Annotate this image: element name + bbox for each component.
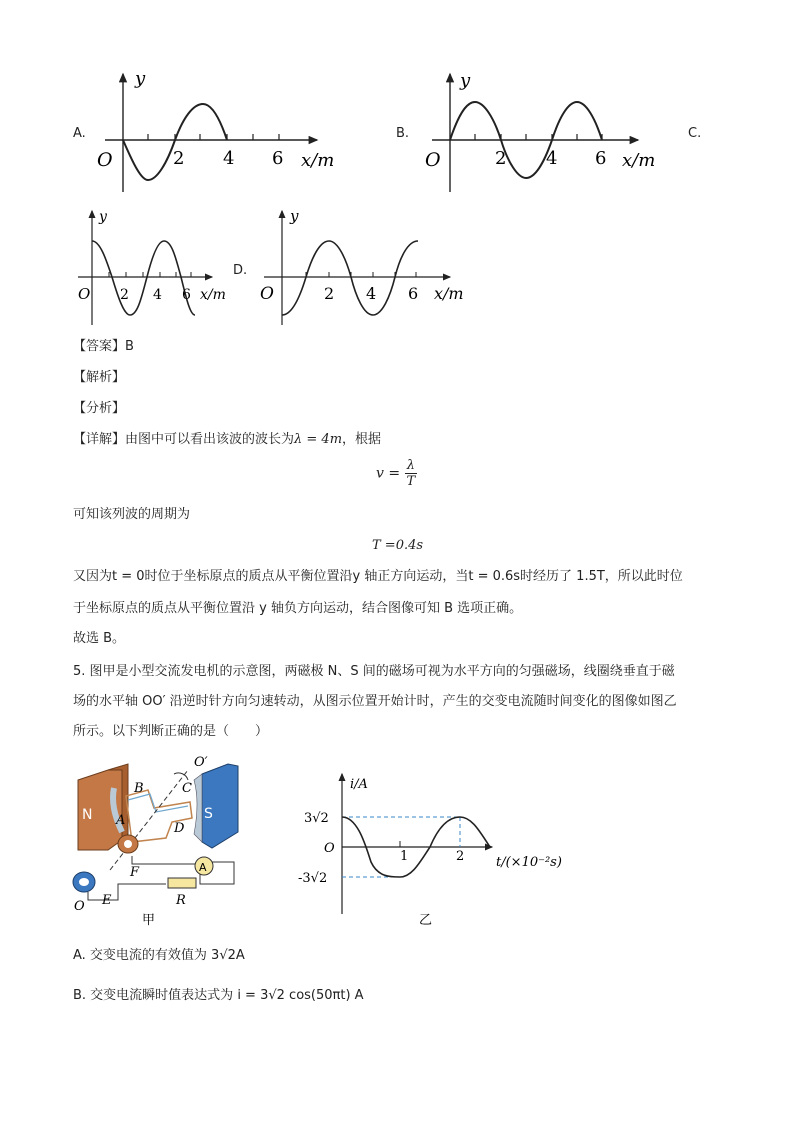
wave-graph-c <box>72 205 232 329</box>
graph-d-tick-2: 2 <box>324 284 335 303</box>
formula-v: v = <box>376 465 401 482</box>
label-a: A <box>116 813 126 828</box>
graph-d-x-label: x/m <box>434 284 464 303</box>
label-c: C <box>182 781 192 796</box>
choice-a: A. 交变电流的有效值为 3√2A <box>73 948 245 963</box>
graph-d-origin: O <box>260 284 274 304</box>
current-graph <box>296 766 586 936</box>
graph-a-x-label: x/m <box>301 150 335 171</box>
current-tick-1: 1 <box>400 849 409 864</box>
formula-fraction <box>405 458 418 489</box>
analysis-tag: 【解析】 <box>73 370 126 385</box>
figure-jia-caption: 甲 <box>142 913 156 928</box>
graph-b-origin: O <box>425 149 441 171</box>
graph-b-tick-4: 4 <box>546 148 558 169</box>
generator-figure <box>70 752 250 932</box>
current-x-label: t/(×10⁻²s) <box>496 855 562 870</box>
lambda-expression: λ = 4m <box>294 432 343 447</box>
answer-tag: 【答案】 <box>73 339 126 354</box>
wave-graph-a <box>95 68 345 196</box>
label-f: F <box>130 865 140 880</box>
fenxi-tag: 【分析】 <box>73 401 126 416</box>
velocity-formula <box>376 458 417 489</box>
option-d-letter: D. <box>233 263 248 278</box>
graph-c-origin: O <box>78 285 91 303</box>
answer-value: B <box>125 339 134 354</box>
current-origin: O <box>324 841 335 856</box>
period-formula: T =0.4s <box>372 538 424 553</box>
q5-line-2: 场的水平轴 OO′ 沿逆时针方向匀速转动，从图示位置开始计时，产生的交变电流随时间变化的图像如图乙 <box>73 694 677 709</box>
graph-d-tick-4: 4 <box>366 284 377 303</box>
current-neg-label: -3√2 <box>298 871 328 886</box>
figure-yi-caption: 乙 <box>419 913 433 928</box>
choice-b: B. 交变电流瞬时值表达式为 i = 3√2 cos(50πt) A <box>73 988 364 1003</box>
label-r: R <box>176 893 186 908</box>
detail-tag: 【详解】 <box>73 432 126 447</box>
period-line: 可知该列波的周期为 <box>73 507 191 522</box>
label-o: O <box>74 899 85 914</box>
graph-a-tick-4: 4 <box>223 148 235 169</box>
wave-graph-d <box>258 205 478 329</box>
n-pole-label: N <box>82 807 93 823</box>
label-e: E <box>102 893 112 908</box>
label-o-prime: O′ <box>194 755 208 770</box>
graph-b-tick-2: 2 <box>495 148 507 169</box>
s-pole-label: S <box>204 806 213 822</box>
graph-b-y-label: y <box>460 70 471 91</box>
formula-numerator: λ <box>405 458 418 474</box>
wave-graph-b <box>422 68 672 196</box>
graph-b-tick-6: 6 <box>595 148 607 169</box>
formula-denominator: T <box>406 474 416 489</box>
graph-c-tick-6: 6 <box>182 287 191 303</box>
current-y-label: i/A <box>350 777 368 792</box>
option-c-letter: C. <box>688 126 702 141</box>
graph-a-y-label: y <box>135 68 146 89</box>
current-pos-label: 3√2 <box>304 811 329 826</box>
graph-a-tick-2: 2 <box>173 148 185 169</box>
option-b-letter: B. <box>396 126 410 141</box>
conclusion-line: 故选 B。 <box>73 631 126 646</box>
graph-c-y-label: y <box>99 209 107 225</box>
detail-tail: ，根据 <box>342 432 382 447</box>
ammeter-label: A <box>199 861 207 874</box>
explanation-line-1: 又因为t = 0时位于坐标原点的质点从平衡位置沿y 轴正方向运动，当t = 0.6s时经历了 1.5T，所以此时位 <box>73 569 683 584</box>
graph-d-y-label: y <box>290 207 299 225</box>
explanation-line-2: 于坐标原点的质点从平衡位置沿 y 轴负方向运动，结合图像可知 B 选项正确。 <box>73 601 523 616</box>
label-b: B <box>134 781 144 796</box>
option-a-letter: A. <box>73 126 86 141</box>
graph-b-x-label: x/m <box>622 150 656 171</box>
graph-d-tick-6: 6 <box>408 284 419 303</box>
detail-text: 由图中可以看出该波的波长为 <box>125 432 295 447</box>
q5-line-3: 所示。以下判断正确的是（ ） <box>73 724 269 739</box>
graph-c-x-label: x/m <box>200 287 226 303</box>
answer-line <box>73 337 134 357</box>
current-tick-2: 2 <box>456 849 465 864</box>
label-d: D <box>174 821 185 836</box>
detail-line <box>73 430 381 450</box>
q5-line-1: 5. 图甲是小型交流发电机的示意图，两磁极 N、S 间的磁场可视为水平方向的匀强磁场，线圈绕垂直于磁 <box>73 664 675 679</box>
graph-a-origin: O <box>97 149 113 171</box>
graph-a-tick-6: 6 <box>272 148 284 169</box>
graph-c-tick-2: 2 <box>120 287 129 303</box>
graph-c-tick-4: 4 <box>153 287 162 303</box>
